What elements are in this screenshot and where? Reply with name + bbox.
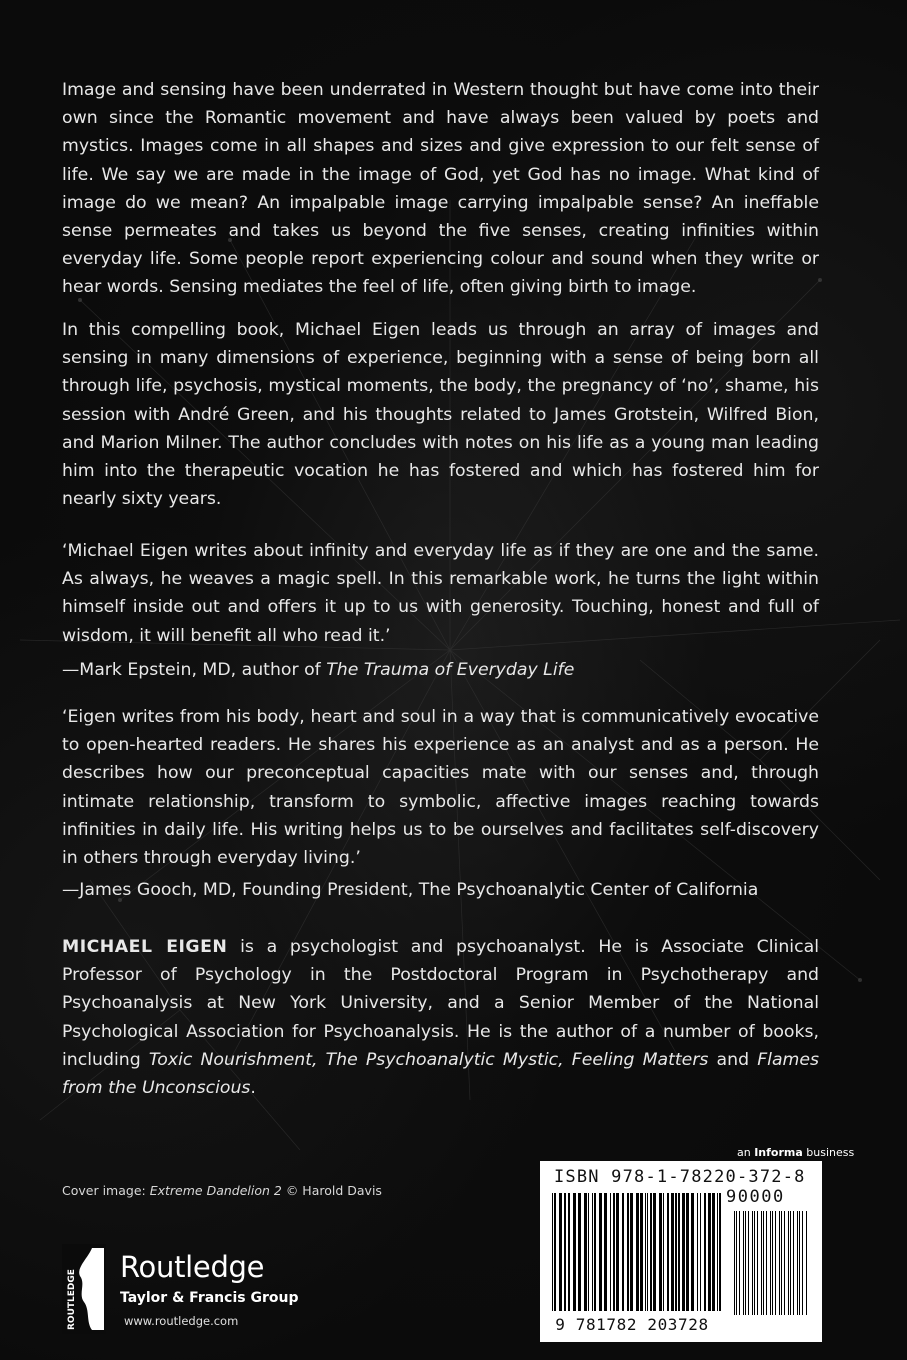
barcode-bar xyxy=(797,1211,798,1315)
bio-and: and xyxy=(708,1049,758,1070)
bio-end: . xyxy=(250,1078,256,1099)
informa-prefix: an xyxy=(737,1146,755,1159)
barcode-bar xyxy=(691,1193,694,1311)
endorsement-attribution-2: —James Gooch, MD, Founding President, The Psychoanalytic Center of California xyxy=(62,880,759,900)
barcode-bar xyxy=(766,1211,767,1315)
informa-suffix: business xyxy=(802,1146,855,1159)
barcode-bar xyxy=(613,1193,615,1311)
routledge-vertical-text: ROUTLEDGE xyxy=(67,1269,77,1330)
barcode-bar xyxy=(745,1211,746,1315)
isbn-text: ISBN 978-1-78220-372-8 xyxy=(554,1167,806,1187)
endorsement-quote-2: ‘Eigen writes from his body, heart and soul in a way that is communicatively evocative to open-hearted readers. He shares his experience as an analyst and as a person. He describes how our preconceptual capacities mate with our senses and, through intimate relationship, transform to symbolic, affective images reaching towards infinities in daily life. His writing helps us to be ourselves and facilitates self-discovery in others through everyday living.’ xyxy=(62,707,819,869)
cover-credit-label: Cover image: xyxy=(62,1183,150,1198)
routledge-logo xyxy=(62,1244,322,1334)
barcode-bar xyxy=(790,1211,791,1315)
publisher-name: Routledge xyxy=(120,1250,265,1284)
barcode-bar xyxy=(717,1193,718,1311)
barcode-bar xyxy=(757,1211,758,1315)
barcode-bar xyxy=(779,1211,780,1315)
barcode-bar xyxy=(653,1193,656,1311)
barcode-bar xyxy=(763,1211,764,1315)
barcode-bar xyxy=(578,1193,581,1311)
price-code: 90000 xyxy=(726,1187,785,1207)
barcode-bar xyxy=(599,1193,602,1311)
barcode-bar xyxy=(712,1193,715,1311)
barcode-bar xyxy=(594,1193,596,1311)
barcode-bar xyxy=(554,1193,556,1311)
barcode-bar xyxy=(675,1193,677,1311)
barcode-bar xyxy=(686,1193,689,1311)
bio-text: is a psychologist and psychoanalyst. He is Associate Clinical Professor of Psychology in the Postdoctoral Program in Psychotherapy and Psychoanalysis at New York University, and a Senior Member of the National Psychological Association for Psychoanalysis. He is the author of a number of books, including xyxy=(62,937,819,1070)
barcode-bar xyxy=(770,1211,771,1315)
barcode-bar xyxy=(708,1193,711,1311)
barcode-bar xyxy=(682,1193,685,1311)
barcode-bars xyxy=(548,1193,814,1315)
endorsement-quote-1: ‘Michael Eigen writes about infinity and everyday life as if they are one and the same. As always, he weaves a magic spell. In this remarkable work, he turns the light within himself inside out and offers it up to us with generosity. Touching, honest and full of wisdom, it will benefit all who read it.’ xyxy=(62,541,819,646)
barcode-bar xyxy=(604,1193,607,1311)
barcode-bar xyxy=(802,1211,803,1315)
barcode-bar xyxy=(636,1193,639,1311)
endorsement-attribution-1 xyxy=(62,656,819,684)
informa-brand: Informa xyxy=(754,1146,803,1159)
attribution-1-book-title: The Trauma of Everyday Life xyxy=(326,660,575,680)
barcode-bar xyxy=(719,1193,721,1311)
barcode-bar xyxy=(650,1193,652,1311)
barcode-bar xyxy=(697,1193,698,1311)
informa-business-tag xyxy=(737,1146,854,1159)
isbn-barcode xyxy=(540,1161,822,1342)
barcode-bar xyxy=(704,1193,706,1311)
cover-image-credit xyxy=(62,1183,382,1198)
barcode-bar xyxy=(752,1211,753,1315)
barcode-bar xyxy=(622,1193,624,1311)
barcode-bar xyxy=(559,1193,562,1311)
barcode-bar xyxy=(793,1211,794,1315)
barcode-bar xyxy=(588,1193,589,1311)
author-name: MICHAEL EIGEN xyxy=(62,937,228,957)
publisher-group: Taylor & Francis Group xyxy=(120,1290,299,1306)
barcode-bar xyxy=(734,1211,735,1315)
barcode-bar xyxy=(799,1211,800,1315)
barcode-bar xyxy=(645,1193,646,1311)
barcode-bar xyxy=(667,1193,669,1311)
ean-digits: 9 781782 203728 xyxy=(555,1315,709,1334)
barcode-bar xyxy=(739,1211,740,1315)
barcode-bar xyxy=(592,1193,593,1311)
bio-last-title: Flames from the Unconscious xyxy=(62,1049,820,1099)
barcode-bar xyxy=(564,1193,566,1311)
cover-credit-owner: © Harold Davis xyxy=(281,1183,382,1198)
barcode-bar xyxy=(647,1193,648,1311)
publisher-url: www.routledge.com xyxy=(124,1314,239,1328)
barcode-bar xyxy=(748,1211,749,1315)
barcode-bar xyxy=(700,1193,701,1311)
attribution-1-prefix: —Mark Epstein, MD, author of xyxy=(62,660,327,680)
cover-credit-title: Extreme Dandelion 2 xyxy=(149,1183,282,1198)
bio-book-titles: Toxic Nourishment, The Psychoanalytic Mystic, Feeling Matters xyxy=(148,1049,709,1070)
barcode-bar xyxy=(663,1193,664,1311)
barcode-bar xyxy=(573,1193,576,1311)
barcode-bar xyxy=(743,1211,744,1315)
barcode-bar xyxy=(610,1193,611,1311)
barcode-bar xyxy=(784,1211,785,1315)
author-bio xyxy=(62,933,819,1102)
barcode-bar xyxy=(630,1193,633,1311)
barcode-bar xyxy=(568,1193,570,1311)
barcode-bar xyxy=(754,1211,755,1315)
barcode-bar xyxy=(806,1211,807,1315)
routledge-logo-icon xyxy=(62,1244,106,1334)
barcode-bar xyxy=(678,1193,680,1311)
description-paragraph-1: Image and sensing have been underrated in Western thought but have come into their own since the Romantic movement and have always been valued by poets and mystics. Images come in all shapes and sizes and give expression to our felt sense of life. We say we are made in the image of God, yet God has no image. What kind of image do we mean? An impalpable image carrying impalpable sense? An ineffable sense permeates and takes us beyond the five senses, creating infinities within everyday life. Some people report experiencing colour and sound when they write or hear words. Sensing mediates the feel of life, often giving birth to image. xyxy=(62,80,819,298)
barcode-bar xyxy=(761,1211,762,1315)
barcode-bar xyxy=(775,1211,776,1315)
barcode-bar xyxy=(640,1193,643,1311)
barcode-bar xyxy=(584,1193,587,1311)
barcode-bar xyxy=(671,1193,674,1311)
description-paragraph-2: In this compelling book, Michael Eigen leads us through an array of images and sensing in many dimensions of experience, beginning with a sense of being born all through life, psychosis, mystical moments, the body, the pregnancy of ‘no’, shame, his session with André Green, and his thoughts related to James Grotstein, Wilfred Bion, and Marion Milner. The author concludes with notes on his life as a young man leading him into the therapeutic vocation he has fostered and which has fostered him for nearly sixty years. xyxy=(62,320,819,510)
barcode-bar xyxy=(772,1211,773,1315)
barcode-bar xyxy=(788,1211,789,1315)
barcode-bar xyxy=(627,1193,629,1311)
barcode-bar xyxy=(736,1211,737,1315)
barcode-bar xyxy=(552,1193,553,1311)
barcode-bar xyxy=(781,1211,782,1315)
barcode-bar xyxy=(616,1193,619,1311)
barcode-bar xyxy=(659,1193,662,1311)
